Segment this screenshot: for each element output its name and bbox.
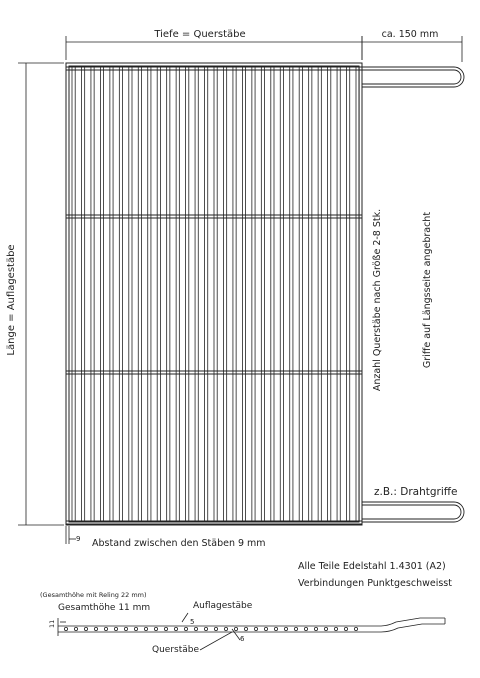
support-dim-label: 5 (190, 618, 195, 626)
support-bar-section (294, 627, 297, 630)
support-bar-section (154, 627, 157, 630)
support-bar-section (184, 627, 187, 630)
support-bar-section (84, 627, 87, 630)
support-bar-section (74, 627, 77, 630)
railing-height-note: (Gesamthöhe mit Reling 22 mm) (40, 591, 147, 599)
support-bar-section (234, 627, 237, 630)
joints-note: Verbindungen Punktgeschweisst (298, 578, 452, 589)
support-bar-section (244, 627, 247, 630)
spacing-value: 9 (76, 535, 81, 543)
support-bar-section (124, 627, 127, 630)
length-dimension (18, 63, 64, 525)
support-bar-section (254, 627, 257, 630)
support-bar-section (314, 627, 317, 630)
support-bar-section (114, 627, 117, 630)
handle-example-note: z.B.: Drahtgriffe (374, 486, 458, 498)
material-note: Alle Teile Edelstahl 1.4301 (A2) (298, 561, 446, 572)
length-label: Länge = Auflagestäbe (6, 244, 17, 356)
support-bar-section (174, 627, 177, 630)
height-dim-label: 11 (48, 619, 56, 628)
support-bar-section (274, 627, 277, 630)
spacing-note: Abstand zwischen den Stäben 9 mm (92, 538, 266, 549)
profile-view (58, 613, 445, 650)
support-bar-section (264, 627, 267, 630)
support-bar-section (334, 627, 337, 630)
support-bar-section (214, 627, 217, 630)
spacing-dimension (66, 526, 76, 544)
support-bar-section (344, 627, 347, 630)
cross-bars-count-note: Anzahl Querstäbe nach Größe 2-8 Stk. (372, 208, 383, 392)
handle-top (362, 67, 464, 87)
support-bars (72, 66, 359, 522)
handle-bottom (362, 502, 464, 522)
handle-length-label: ca. 150 mm (381, 29, 439, 40)
support-bar-section (194, 627, 197, 630)
support-bar-section (204, 627, 207, 630)
cross-dim-label: 6 (240, 635, 245, 643)
depth-label: Tiefe = Querstäbe (154, 29, 246, 40)
handles-side-note: Griffe auf Längsseite angebracht (422, 211, 433, 369)
support-bar-section (324, 627, 327, 630)
support-bar-section (104, 627, 107, 630)
support-bar-section (354, 627, 357, 630)
profile-support-bar-sections (64, 627, 357, 630)
support-bar-section (284, 627, 287, 630)
support-bar-section (94, 627, 97, 630)
total-height-note: Gesamthöhe 11 mm (58, 603, 151, 613)
support-bar-section (224, 627, 227, 630)
support-bar-section (164, 627, 167, 630)
support-bar-section (64, 627, 67, 630)
support-bar-section (304, 627, 307, 630)
support-bars-label: Auflagestäbe (193, 601, 253, 611)
support-bar-section (144, 627, 147, 630)
support-bar-section (134, 627, 137, 630)
cross-bars-label: Querstäbe (152, 645, 200, 655)
